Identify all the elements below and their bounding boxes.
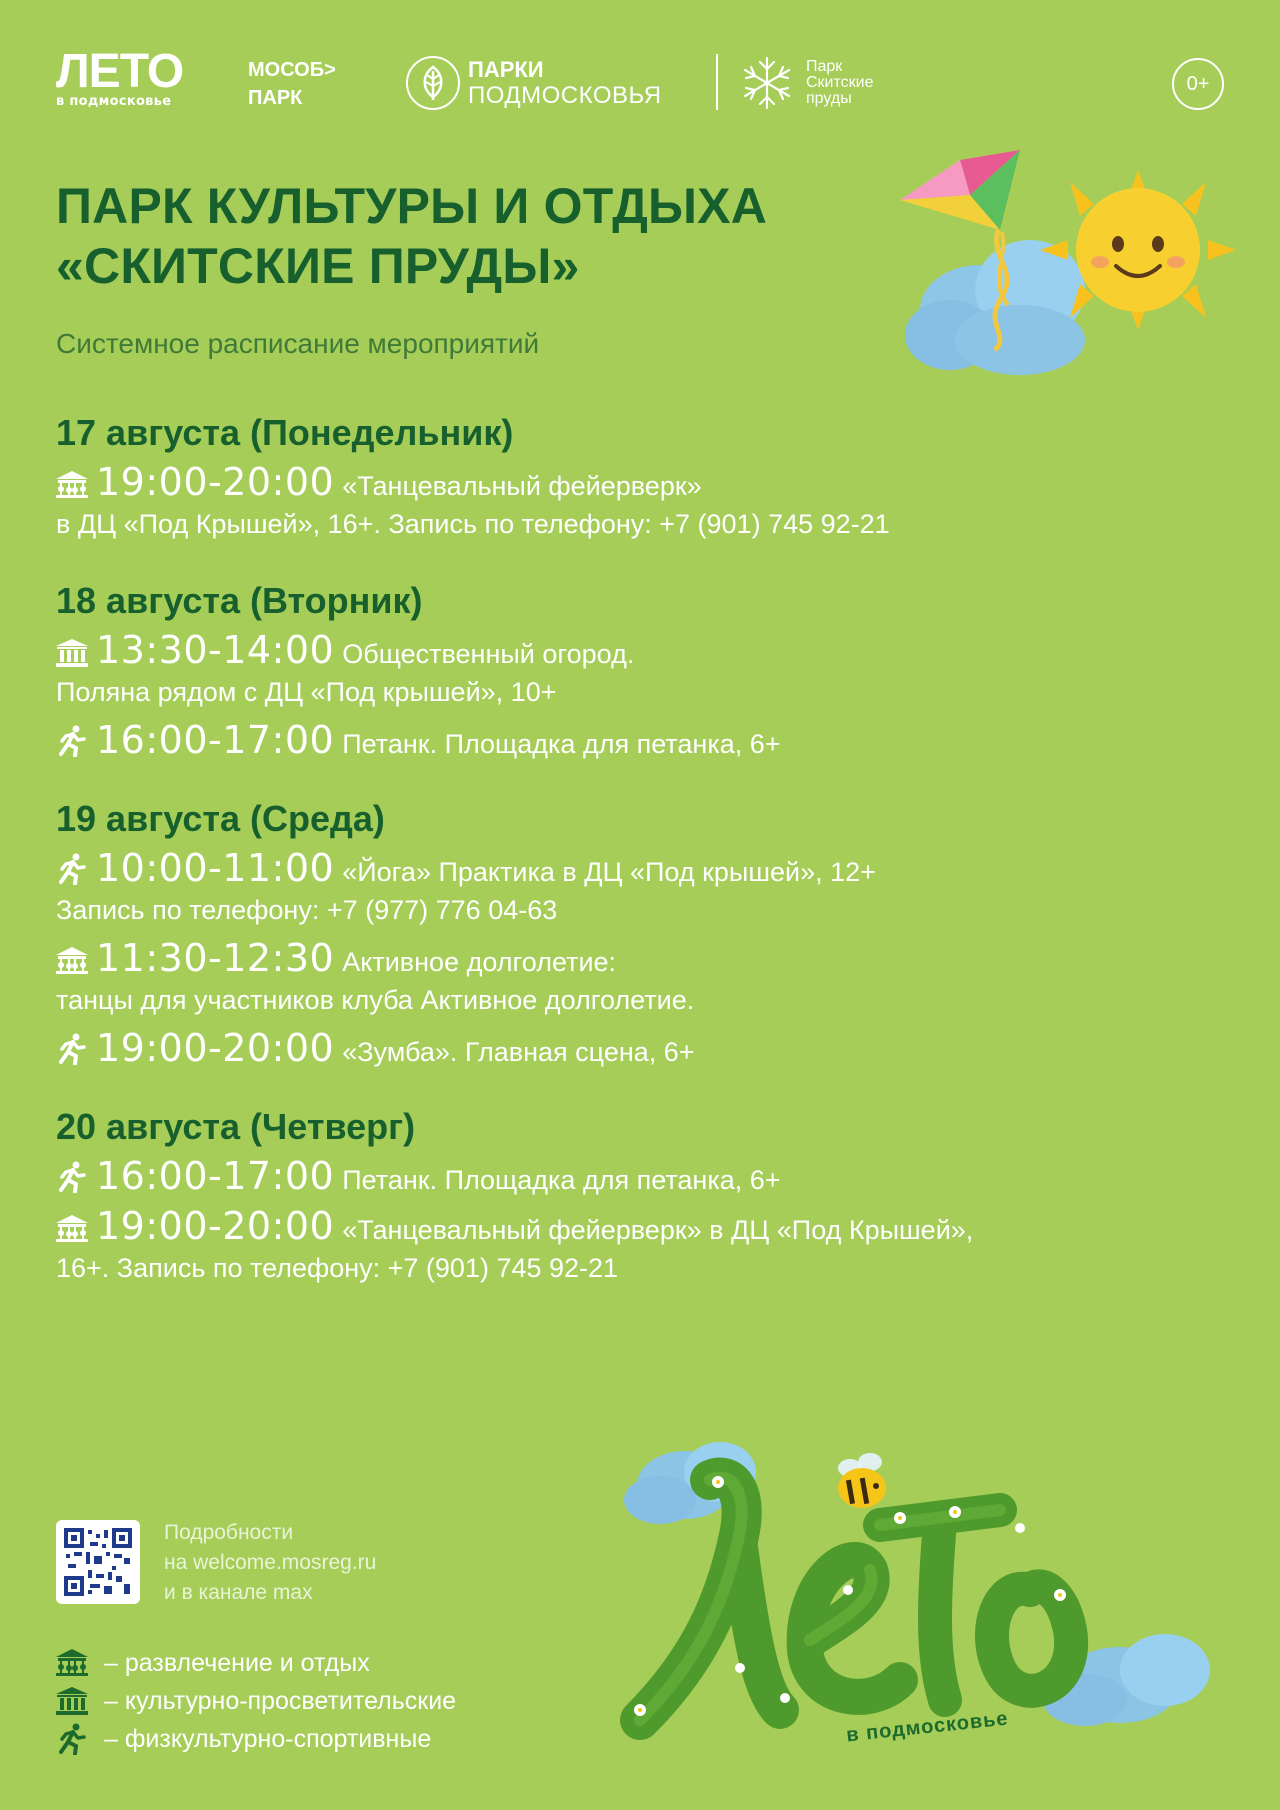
skitskie-prudy-logo <box>738 54 873 112</box>
info-line1: Подробности <box>164 1521 294 1544</box>
header-divider <box>716 54 718 110</box>
icon-legend <box>56 1644 456 1758</box>
legend-text: – культурно-просветительские <box>104 1686 457 1715</box>
museum-icon <box>56 1687 104 1715</box>
leto-logo <box>56 45 184 109</box>
park-line2: Скитские <box>806 74 874 91</box>
mosoblpark-line2: ПАРК <box>248 87 303 109</box>
event-time: 19:00-20:00 <box>96 1026 335 1070</box>
legend-item <box>56 1644 456 1682</box>
mosoblpark-logo <box>248 56 336 112</box>
leto-logo-text: ЛЕТО <box>56 45 184 98</box>
info-line2[interactable]: на welcome.mosreg.ru <box>164 1551 377 1574</box>
day-block <box>56 796 1236 1070</box>
mosoblpark-line1: МОСОБ> <box>248 59 336 81</box>
title-line1: ПАРК КУЛЬТУРЫ И ОТДЫХА <box>56 178 768 234</box>
event-item <box>56 1154 1236 1198</box>
age-rating-badge: 0+ <box>1172 58 1224 110</box>
legend-item <box>56 1720 456 1758</box>
day-title: 17 августа (Понедельник) <box>56 412 514 453</box>
event-description: Петанк. Площадка для петанка, 6+ <box>342 1165 781 1195</box>
park-line3: пруды <box>806 90 852 107</box>
legend-text: – развлечение и отдых <box>104 1648 370 1677</box>
event-details: Поляна рядом с ДЦ «Под крышей», 10+ <box>56 677 557 707</box>
day-title: 19 августа (Среда) <box>56 798 385 839</box>
event-time: 19:00-20:00 <box>96 1204 335 1248</box>
more-info-text <box>164 1518 376 1608</box>
runner-icon <box>56 1161 96 1193</box>
event-details: в ДЦ «Под Крышей», 16+. Запись по телефону: +7 (901) 745 92-21 <box>56 509 890 539</box>
event-time: 10:00-11:00 <box>96 846 335 890</box>
event-item <box>56 628 1236 712</box>
carousel-icon <box>56 947 96 975</box>
event-time: 16:00-17:00 <box>96 1154 335 1198</box>
parki-line1: ПАРКИ <box>468 57 544 82</box>
carousel-icon <box>56 471 96 499</box>
info-line3: и в канале max <box>164 1581 313 1604</box>
runner-icon <box>56 725 96 757</box>
event-description: «Зумба». Главная сцена, 6+ <box>342 1037 695 1067</box>
event-description: Общественный огород. <box>342 639 635 669</box>
event-details: 16+. Запись по телефону: +7 (901) 745 92-21 <box>56 1253 619 1283</box>
event-time: 16:00-17:00 <box>96 718 335 762</box>
event-item <box>56 718 1236 762</box>
summer-grass-lettering-illustration <box>600 1430 1240 1760</box>
kite-sun-illustration <box>890 150 1250 400</box>
day-block <box>56 578 1236 762</box>
page-subtitle: Системное расписание мероприятий <box>56 328 540 359</box>
leaf-icon <box>406 56 460 110</box>
event-item <box>56 460 1236 544</box>
event-details: Запись по телефону: +7 (977) 776 04-63 <box>56 895 558 925</box>
event-description: «Йога» Практика в ДЦ «Под крышей», 12+ <box>342 857 876 887</box>
runner-icon <box>56 1033 96 1065</box>
qr-code[interactable] <box>56 1520 140 1604</box>
event-description: «Танцевальный фейерверк» <box>342 471 702 501</box>
event-details: танцы для участников клуба Активное долголетие. <box>56 985 695 1015</box>
event-item <box>56 846 1236 930</box>
event-time: 11:30-12:30 <box>96 936 335 980</box>
parki-podmoskovya-logo <box>406 56 662 110</box>
legend-item <box>56 1682 456 1720</box>
bee-icon <box>838 1453 886 1508</box>
event-description: Петанк. Площадка для петанка, 6+ <box>342 729 781 759</box>
carousel-icon <box>56 1215 96 1243</box>
day-block <box>56 410 1236 544</box>
event-time: 13:30-14:00 <box>96 628 335 672</box>
summer-caption: в подмосковье <box>845 1707 1010 1747</box>
event-item <box>56 1026 1236 1070</box>
museum-icon <box>56 639 96 667</box>
event-time: 19:00-20:00 <box>96 460 335 504</box>
event-description: Активное долголетие: <box>342 947 617 977</box>
day-block <box>56 1104 1236 1288</box>
day-title: 20 августа (Четверг) <box>56 1106 416 1147</box>
legend-text: – физкультурно-спортивные <box>104 1724 432 1753</box>
leto-logo-subtext: в подмосковье <box>56 94 172 109</box>
title-line2: «СКИТСКИЕ ПРУДЫ» <box>56 238 580 294</box>
runner-icon <box>56 1723 104 1755</box>
schedule <box>56 410 1236 1322</box>
day-title: 18 августа (Вторник) <box>56 580 423 621</box>
snowflake-icon <box>738 54 796 112</box>
park-line1: Парк <box>806 58 843 75</box>
event-item <box>56 936 1236 1020</box>
runner-icon <box>56 853 96 885</box>
event-item <box>56 1204 1236 1288</box>
event-description: «Танцевальный фейерверк» в ДЦ «Под Крышей», <box>342 1215 974 1245</box>
header-logos <box>56 45 1226 118</box>
parki-line2: ПОДМОСКОВЬЯ <box>468 82 662 109</box>
carousel-icon <box>56 1649 104 1677</box>
page-title <box>56 176 767 296</box>
